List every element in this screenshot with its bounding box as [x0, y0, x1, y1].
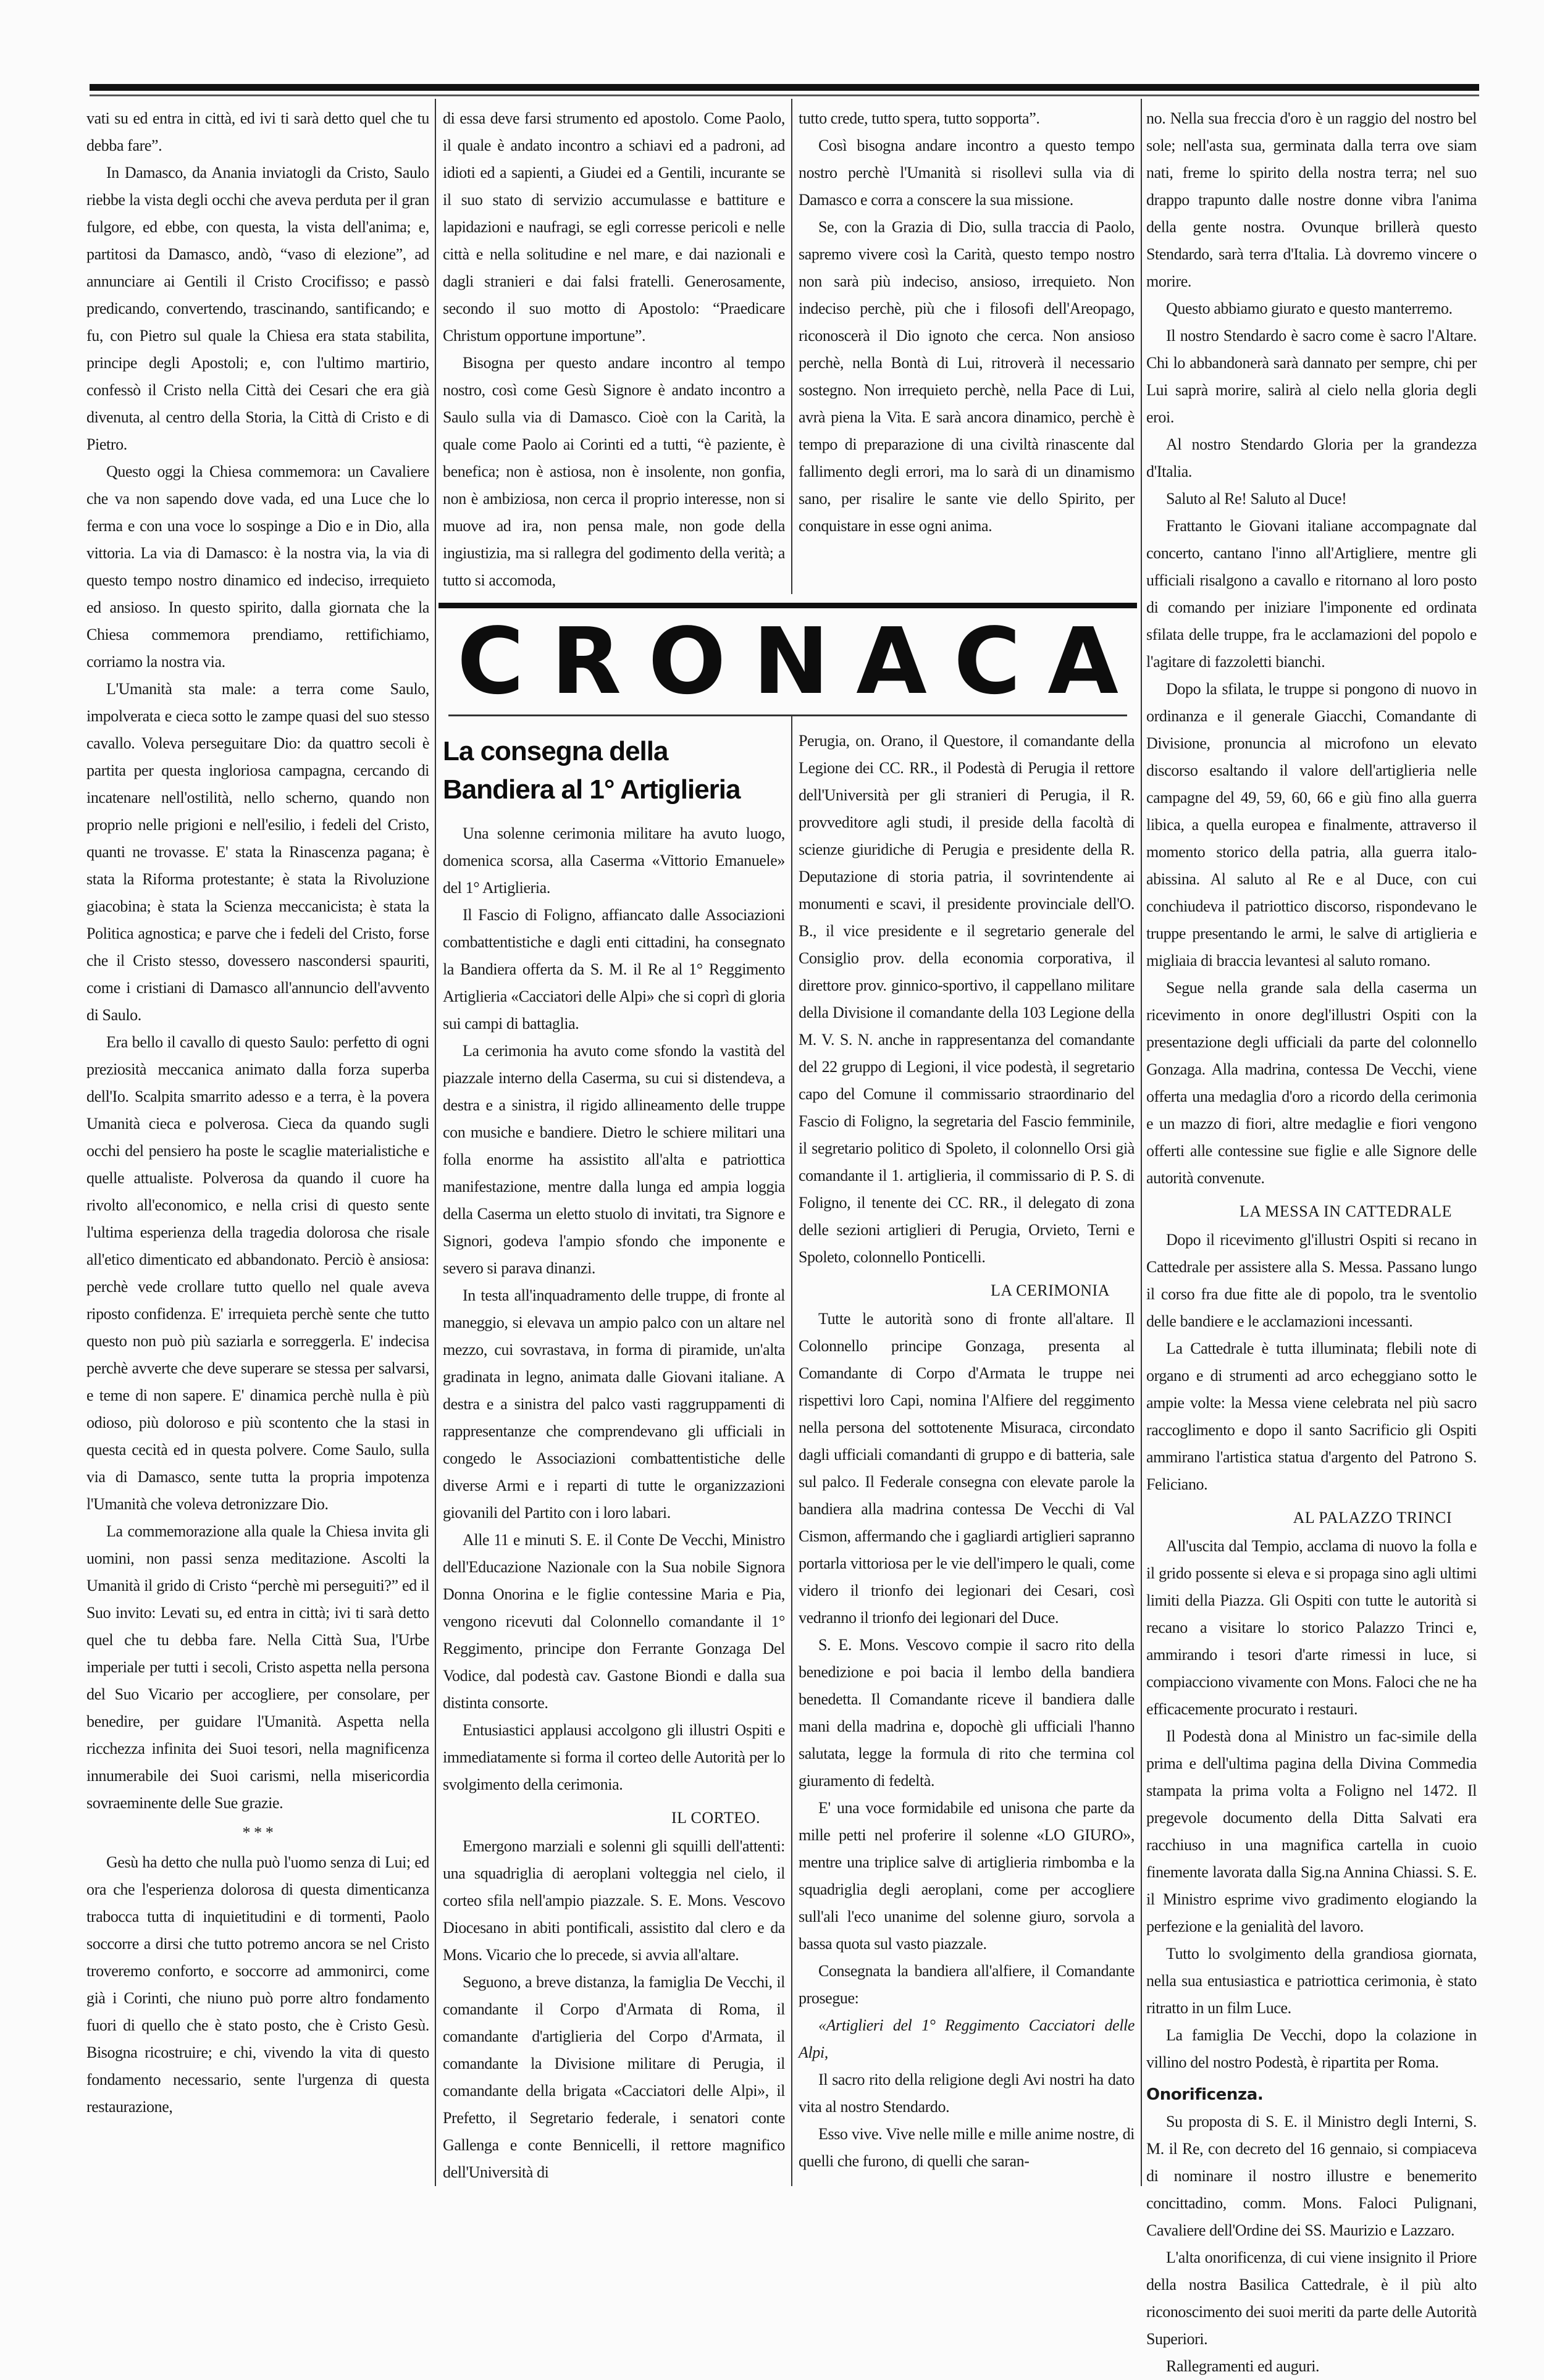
- paragraph: Entusiastici applausi accolgono gli illustri Ospiti e immediatamente si forma il corteo delle Autorità per lo svolgimento della cerimonia.: [443, 1721, 785, 1793]
- paragraph: Il sacro rito della religione degli Avi nostri ha dato vita al nostro Stendardo.: [799, 2071, 1135, 2116]
- title-letter: A: [1047, 608, 1118, 714]
- paragraph: Esso vive. Vive nelle mille e mille anime nostre, di quelli che furono, di quelli che saran-: [799, 2125, 1135, 2170]
- middle-section: [435, 99, 1142, 2186]
- paragraph: Così bisogna andare incontro a questo tempo nostro perchè l'Umanità si risollevi sulla via di Damasco e corra a conscere la sua missione.: [799, 136, 1135, 209]
- paragraph: L'Umanità sta male: a terra come Saulo, impolverata e cieca sotto le zampe quasi del suo stesso cavallo. Voleva perseguitare Dio: da quattro secoli è partita per questa ingloriosa campagna, cercando di incatenare nell'ostilità, nello scherno, quando non proprio nelle prigioni e nell'esilio, i fedeli del Cristo, quanti ne trovasse. E' stata la Rinascenza pagana; è stata la Riforma protestante; è stata la Rivoluzione giacobina; è stata la Scienza meccanicista; è stata la Politica agnostica; e parve che i fedeli del Cristo, forse che il Cristo stesso, dovessero nascondersi spauriti, come i cristiani di Damasco all'annuncio dell'avvento di Saulo.: [86, 680, 429, 1024]
- column-3-article-top: [791, 99, 1141, 594]
- section-title-cronaca: [448, 608, 1127, 716]
- paragraph: S. E. Mons. Vescovo compie il sacro rito della benedizione e poi bacia il lembo della bandiera benedetta. Il Comandante riceve il bandiera dalle mani della madrina e, dopochè gli ufficiali l'hanno salutata, legge la formula di rito che termina col giuramento di fedeltà.: [799, 1636, 1135, 1790]
- column-3-article-bottom: [791, 716, 1141, 2186]
- paragraph: Rallegramenti ed auguri.: [1166, 2357, 1320, 2375]
- paragraph: All'uscita dal Tempio, acclama di nuovo la folla e il grido possente si eleva e si propaga sino agli ultimi limiti della Piazza. Gli Ospiti con tutte le autorità si recano a visitare lo storico Palazzo Trinci e, ammirando i tesori d'arte rimessi in luce, si compiacciono vivamente con Mons. Faloci che ne ha efficacemente procurato i restauri.: [1146, 1537, 1477, 1718]
- paragraph: Il nostro Stendardo è sacro come è sacro l'Altare. Chi lo abbandonerà sarà dannato per sempre, chi per Lui saprà morire, salirà al cielo nella gloria degli eroi.: [1146, 327, 1477, 426]
- paragraph: no. Nella sua freccia d'oro è un raggio del nostro bel sole; nell'asta sua, germinata dalla terra ove siam nati, freme lo spirito della nostra terra; nel suo drappo trapunto dalle nostre donne vibra l'anima della gente nostra. Ovunque brillerà questo Stendardo, sarà terra d'Italia. Là dovremo vincere o morire.: [1146, 109, 1477, 290]
- title-letter: C: [954, 608, 1021, 714]
- section-subheading: LA CERIMONIA: [990, 1281, 1110, 1299]
- column-2-article-top: [436, 99, 791, 594]
- paragraph: Al nostro Stendardo Gloria per la grandezza d'Italia.: [1146, 435, 1477, 480]
- column-4-article: [1146, 105, 1477, 2380]
- paragraph: Tutte le autorità sono di fronte all'altare. Il Colonnello principe Gonzaga, presenta al Comandante di Corpo d'Armata le truppe nei rispettivi loro Capi, nomina l'Alfiere del reggimento nella persona del sottotenente Misuraca, circondato dagli ufficiali comandanti di gruppo e di batteria, sale sul palco. Il Federale consegna con elevate parole la bandiera alla madrina contessa De Vecchi di Val Cismon, affermando che i gagliardi artiglieri sapranno portarla vittoriosa per le vie dell'impero le quali, come videro il trionfo dei legionari dei Cesari, così vedranno il trionfo dei legionari del Duce.: [799, 1310, 1135, 1627]
- paragraph: «Artiglieri del 1° Reggimento Cacciatori delle Alpi,: [799, 2016, 1135, 2061]
- paragraph: Su proposta di S. E. il Ministro degli Interni, S. M. il Re, con decreto del 16 gennaio, si compiaceva di nominare il nostro illustre e benemerito concittadino, comm. Mons. Faloci Pulignani, Cavaliere dell'Ordine dei SS. Maurizio e Lazzaro.: [1146, 2113, 1477, 2239]
- article-headline: La consegna della Bandiera al 1° Artiglieria: [443, 736, 741, 805]
- section-subheading: AL PALAZZO TRINCI: [1293, 1509, 1452, 1527]
- paragraph: di essa deve farsi strumento ed apostolo. Come Paolo, il quale è andato incontro a schiavi ed a padroni, ad idioti ed a sapienti, a Giudei ed a Gentili, incurante se il suo stato di servizio accumulasse e battiture e lapidazioni e naufragi, se egli corresse pericoli e nelle città e nella solitudine e nel mare, e dai nazionali e dagli stranieri e dai falsi fratelli. Generosamente, secondo il suo motto di Apostolo: “Praedicare Christum opportune importune”.: [443, 109, 785, 345]
- section-subheading: LA MESSA IN CATTEDRALE: [1240, 1202, 1452, 1220]
- paragraph: Dopo la sfilata, le truppe si pongono di nuovo in ordinanza e il generale Giacchi, Comandante di Divisione, pronuncia al microfono un elevato discorso esaltando il valore dell'artiglieria nelle campagne del 49, 59, 60, 66 e giù fino alla guerra libica, a quella europea e finalmente, attraverso il momento storico della patria, alla guerra italo-abissina. Al saluto al Re e al Duce, con cui conchiudeva il patriottico discorso, rispondevano le truppe presentando le armi, le salve di artiglieria e migliaia di braccia levantesi al saluto romano.: [1146, 680, 1477, 970]
- section-subheading: Onorificenza.: [1146, 2085, 1264, 2104]
- title-letter: N: [752, 608, 829, 714]
- paragraph: La commemorazione alla quale la Chiesa invita gli uomini, non passi senza meditazione. Ascolti la Umanità il grido di Cristo “perchè mi perseguiti?” ed il Suo invito: Levati su, ed entra in città; ivi ti sarà detto quel che tu debba fare. Nella Città Sua, l'Urbe imperiale per tutti i secoli, Cristo aspetta nella persona del Suo Vicario per accogliere, per consolare, per benedire, per guidare l'Umanità. Aspetta nella ricchezza infinita dei Suoi tesori, nella magnificenza innumerabile dei Suoi carismi, nella misericordia sovraeminente delle Sue grazie.: [86, 1522, 429, 1812]
- paragraph: Era bello il cavallo di questo Saulo: perfetto di ogni preziosità meccanica animato dalla forza superba dell'Io. Scalpita smarrito adesso e a terra, è la povera Umanità cieca e polverosa. Cieca da quando sugli occhi del pensiero ha poste le scaglie materialistiche e quelle attualiste. Polverosa da quando il cuore ha rivolto all'economico, e nella crisi di questo sente l'ultima esperienza della tragedia dolorosa che risale all'etico dimenticato ed abbandonato. Perciò è ansiosa: perchè vede crollare tutto quello nel quale aveva riposto confidenza. E' irrequieta perchè sente che tutto questo non può più saziarla e sorreggerla. E' indecisa perchè avverte che deve superare se stessa per salvarsi, e teme di non sapere. E' dinamica perchè nulla è più odioso, più doloroso e più scontento che la stasi in questa cecità ed in questa polvere. Come Saulo, sulla via di Damasco, sente tutta la propria impotenza l'Umanità che voleva detronizzare Dio.: [86, 1033, 429, 1513]
- paragraph: In testa all'inquadramento delle truppe, di fronte al maneggio, si elevava un ampio palco con un altare nel mezzo, cui sovrastava, in forma di piramide, un'alta gradinata in legno, animata dalle Giovani italiane. A destra e a sinistra del palco vasti raggruppamenti di rappresentanze che comprendevano gli ufficiali in congedo le Associazioni combattentistiche delle diverse Armi e i reparti di tutte le organizzazioni giovanili del Partito con i loro labari.: [443, 1286, 785, 1522]
- title-letter: O: [648, 608, 726, 714]
- paragraph: Gesù ha detto che nulla può l'uomo senza di Lui; ed ora che l'esperienza dolorosa di questa dimenticanza trabocca tutta di inquietitudini e di tormenti, Paolo soccorre a dirsi che tutto potremo ancora se nel Cristo troveremo conforto, e soccorre ad ammonirci, come già i Corinti, che niuno può porre altro fondamento fuori di quello che è stato posto, che è Cristo Gesù. Bisogna ricostruire; e chi, vivendo la vita di questo fondamento necessario, sente l'urgenza di questa restaurazione,: [86, 1853, 429, 2116]
- paragraph: Se, con la Grazia di Dio, sulla traccia di Paolo, sapremo vivere così la Carità, questo tempo nostro non sarà più indeciso, ansioso, irrequieto. Non indeciso perchè, più che i filosofi dell'Areopago, riconoscerà il Dio ignoto che cerca. Non ansioso perchè, nella Bontà di Lui, ritroverà il necessario sostegno. Non irrequieto perchè, nella Pace di Lui, avrà piena la Vita. E sarà ancora dinamico, perchè è tempo di preparazione di una civiltà rinascente dal fallimento degli errori, ma lo sarà di un dinamismo sano, per risalire le sante vie dello Spirito, per conquistare in esse ogni anima.: [799, 218, 1135, 535]
- section-subheading: IL CORTEO.: [671, 1809, 760, 1827]
- paragraph: La Cattedrale è tutta illuminata; flebili note di organo e di strumenti ad arco echeggiano sotto le ampie volte: la Messa viene celebrata nel più sacro raccoglimento e dopo il santo Sacrificio gli Ospiti ammirano l'artistica statua d'argento del Patrono S. Feliciano.: [1146, 1339, 1477, 1493]
- paragraph: Bisogna per questo andare incontro al tempo nostro, così come Gesù Signore è andato incontro a Saulo sulla via di Damasco. Cioè con la Carità, la quale come Paolo ai Corinti ed a tutti, “è paziente, è benefica; non è astiosa, non è insolente, non gonfia, non è ambiziosa, non cerca il proprio interesse, non si muove ad ira, non pensa male, non gode della ingiustizia, ma si rallegra del godimento della verità; a tutto si accomoda,: [443, 354, 785, 589]
- paragraph: Una solenne cerimonia militare ha avuto luogo, domenica scorsa, alla Caserma «Vittorio Emanuele» del 1° Artiglieria.: [443, 824, 785, 897]
- paragraph: Alle 11 e minuti S. E. il Conte De Vecchi, Ministro dell'Educazione Nazionale con la Sua nobile Signora Donna Onorina e le figlie contessine Maria e Pia, vengono ricevuti dal Colonnello comandante il 1° Reggimento, principe don Ferrante Gonzaga Del Vodice, dal podestà cav. Gastone Biondi e dalla sua distinta consorte.: [443, 1531, 785, 1712]
- column-1-article: [86, 105, 429, 2121]
- column-2-article-bottom: [443, 820, 785, 2186]
- middle-bottom-row: [436, 716, 1141, 2186]
- paragraph: Seguono, a breve distanza, la famiglia De Vecchi, il comandante il Corpo d'Armata di Roma, il comandante d'artiglieria del Corpo d'Armata, il comandante la Divisione militare di Perugia, il comandante della brigata «Cacciatori delle Alpi», il Prefetto, il Segretario federale, i senatori conte Gallenga e conte Bennicelli, il rettore magnifico dell'Università di: [443, 1973, 785, 2181]
- paragraph: Dopo il ricevimento gl'illustri Ospiti si recano in Cattedrale per assistere alla S. Messa. Passano lungo il corso fra due fitte ale di popolo, tra le sventolio delle bandiere e le acclamazioni incessanti.: [1146, 1231, 1477, 1330]
- paragraph: E' una voce formidabile ed unisona che parte da mille petti nel proferire il solenne «LO GIURO», mentre una triplice salve di artiglieria rimbomba e la squadriglia degli aeroplani, come per accogliere sull'ali l'eco unanime del solenne giuro, sorvola a bassa quota sul vasto piazzale.: [799, 1799, 1135, 1953]
- masthead-rule-thick: [90, 84, 1479, 91]
- paragraph: Il Podestà dona al Ministro un fac-simile della prima e dell'ultima pagina della Divina Commedia stampata la prima volta a Foligno nel 1472. Il pregevole documento della Ditta Salvati era racchiuso in una magnifica cartella in cuoio finemente lavorata dalla Sig.na Annina Chiassi. S. E. il Ministro esprime vivo gradimento elogiando la perfezione e la genialità del lavoro.: [1146, 1727, 1477, 1935]
- paragraph: Frattanto le Giovani italiane accompagnate dal concerto, cantano l'inno all'Artigliere, mentre gli ufficiali risalgono a cavallo e ritornano al loro posto di comando per iniziare l'imponente ed ordinata sfilata delle truppe, fra le acclamazioni del popolo e l'agitare di fazzoletti bianchi.: [1146, 517, 1477, 671]
- article-left-column: [436, 716, 791, 2186]
- paragraph: Questo oggi la Chiesa commemora: un Cavaliere che va non sapendo dove vada, ed una Luce che lo ferma e con una voce lo sospinge a Dio e in Dio, alla vittoria. La via di Damasco: è la nostra via, la via di questo tempo nostro dinamico ed indeciso, irrequieto ed ansioso. In questo spirito, dalla giornata che la Chiesa commemora prendiamo, rettifichiamo, corriamo la nostra via.: [86, 463, 429, 671]
- paragraph: La cerimonia ha avuto come sfondo la vastità del piazzale interno della Caserma, su cui si distendeva, a destra e a sinistra, il rigido allineamento delle truppe con musiche e bandiere. Dietro le schiere militari una folla enorme ha assistito all'alta e patriottica manifestazione, mentre dalla lunga ed ampia loggia della Caserma un eletto stuolo di invitati, tra Signore e Signori, godeva l'ampio sfondo che imponente e severo si parava dinanzi.: [443, 1042, 785, 1277]
- paragraph: La famiglia De Vecchi, dopo la colazione in villino del nostro Podestà, è ripartita per Roma.: [1146, 2026, 1477, 2071]
- title-letter: R: [551, 608, 622, 714]
- paragraph: In Damasco, da Anania inviatogli da Cristo, Saulo riebbe la vista degli occhi che aveva perduta per il gran fulgore, ed ebbe, con questa, la vista dell'anima; e, partitosi da Damasco, andò, “vaso di elezione”, ad annunciare ai Gentili il Cristo Crocifisso; e passò predicando, convertendo, trascinando, santificando; e fu, con Pietro sul quale la Chiesa era stata stabilita, principe degli Apostoli; e, con l'ultimo martirio, confessò il Cristo nella Città dei Cesari che era già divenuta, al centro della Storia, la Città di Cristo e di Pietro.: [86, 164, 429, 453]
- paragraph: Perugia, on. Orano, il Questore, il comandante della Legione dei CC. RR., il Podestà di Perugia il rettore dell'Università per gli stranieri di Perugia, il R. provveditore agli studi, il preside della facoltà di scienze giuridiche di Perugia e presidente della R. Deputazione di storia patria, il sovrintendente ai monumenti e scavi, il presidente provinciale dell'O. B., il vice presidente e il segretario generale del Consiglio prov. della economia corporativa, il direttore prov. ginnico-sportivo, il cappellano militare della Divisione il comandante della 103 Legione della M. V. S. N. anche in rappresentanza del comandante del 22 gruppo di Legioni, il vice podestà, il segretario capo del Comune il commissario straordinario del Fascio di Foligno, la segretaria del Fascio femminile, il segretario politico di Spoleto, il colonnello Orsi già comandante il 1. artiglieria, il commissario di P. S. di Foligno, il tenente dei CC. RR., il delegato di zona delle sezioni artiglieri di Perugia, Orvieto, Terni e Spoleto, colonnello Ponticelli.: [799, 732, 1135, 1266]
- paragraph: Consegnata la bandiera all'alfiere, il Comandante prosegue:: [799, 1962, 1135, 2007]
- middle-top-row: [436, 99, 1141, 594]
- section-header: [438, 603, 1137, 716]
- paragraph: L'alta onorificenza, di cui viene insignito il Priore della nostra Basilica Cattedrale, è il più alto riconoscimento dei suoi meriti da parte delle Autorità Superiori.: [1146, 2248, 1477, 2348]
- paragraph: Segue nella grande sala della caserma un ricevimento in onore degl'illustri Ospiti con la presentazione degli ufficiali da parte del colonnello Gonzaga. Alla madrina, contessa De Vecchi, viene offerta una medaglia d'oro a ricordo della cerimonia e un mazzo di fiori, altre medaglie e fiori vengono offerti alle contessine sue figlie e alle Signore delle autorità convenute.: [1146, 979, 1477, 1187]
- title-letter: C: [457, 608, 524, 714]
- paragraph: Il Fascio di Foligno, affiancato dalle Associazioni combattentistiche e dagli enti cittadini, ha consegnato la Bandiera offerta da S. M. il Re al 1° Reggimento Artiglieria «Cacciatori delle Alpi» che si coprì di gloria sui campi di battaglia.: [443, 906, 785, 1033]
- paragraph: Questo abbiamo giurato e questo manterremo.: [1166, 300, 1453, 317]
- title-letter: A: [856, 608, 927, 714]
- paragraph: Emergono marziali e solenni gli squilli dell'attenti: una squadriglia di aeroplani volteggia nel cielo, il corteo sfila nell'ampio piazzale. S. E. Mons. Vescovo Diocesano in abiti pontificali, assistito dal clero e da Mons. Vicario che lo precede, si avvia all'altare.: [443, 1837, 785, 1964]
- paragraph: vati su ed entra in città, ed ivi ti sarà detto quel che tu debba fare”.: [86, 109, 429, 154]
- masthead-rule-thin: [90, 94, 1479, 96]
- paragraph: tutto crede, tutto spera, tutto sopporta”.: [799, 109, 1040, 127]
- section-separator: * * *: [242, 1824, 274, 1842]
- paragraph: Tutto lo svolgimento della grandiosa giornata, nella sua entusiastica e patriottica cerimonia, è stato ritratto in un film Luce.: [1146, 1945, 1477, 2017]
- paragraph: Saluto al Re! Saluto al Duce!: [1166, 490, 1347, 508]
